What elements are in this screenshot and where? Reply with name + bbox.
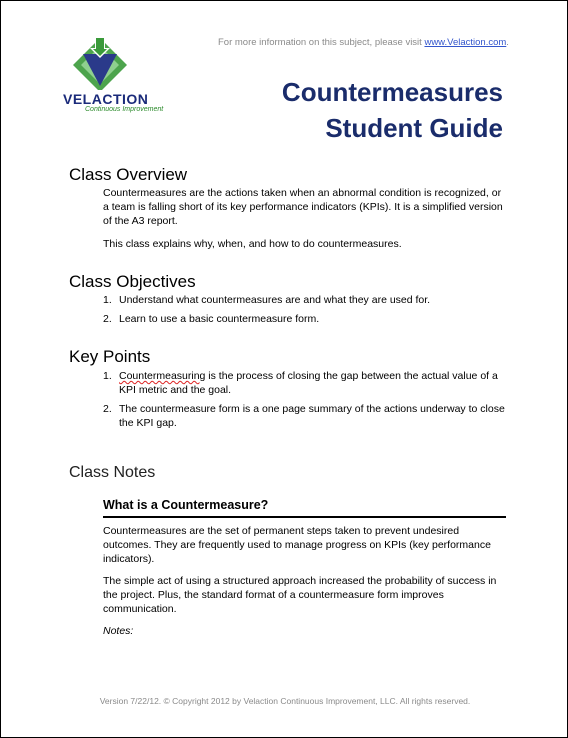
- list-number: 2.: [103, 313, 112, 325]
- logo-mark-icon: [69, 34, 131, 90]
- info-prefix: For more information on this subject, please visit: [218, 37, 425, 48]
- info-suffix: .: [506, 37, 509, 48]
- list-text: is the process of closing the gap between the actual value of a KPI metric and the goal.: [119, 370, 498, 396]
- velaction-logo: [63, 34, 173, 114]
- list-number: 1.: [103, 370, 112, 382]
- logo-tagline: Continuous Improvement: [85, 106, 164, 113]
- section-divider: [103, 516, 506, 518]
- key-points-list: [103, 369, 507, 430]
- key-points-heading: Key Points: [69, 347, 151, 366]
- overview-paragraph-1: Countermeasures are the actions taken when an abnormal condition is recognized, or a team is falling short of its key performance indicators (KPIs). It is a simplified version of the A3 report.: [103, 187, 503, 227]
- title-line-2: Student Guide: [325, 113, 503, 143]
- logo-wordmark: VELACTION: [63, 91, 149, 107]
- objectives-list: [103, 293, 507, 326]
- info-line: [218, 37, 509, 48]
- overview-paragraph-2: This class explains why, when, and how to do countermeasures.: [103, 238, 402, 250]
- website-link[interactable]: www.Velaction.com: [424, 37, 507, 48]
- list-item: [103, 369, 507, 397]
- list-item: [103, 293, 507, 307]
- list-text: Understand what countermeasures are and what they are used for.: [119, 294, 431, 306]
- objectives-heading: Class Objectives: [69, 272, 196, 291]
- list-text: Learn to use a basic countermeasure form.: [119, 313, 320, 325]
- list-text: The countermeasure form is a one page summary of the actions underway to close the KPI gap.: [119, 403, 505, 429]
- list-number: 2.: [103, 403, 112, 415]
- notes-paragraph-1: Countermeasures are the set of permanent steps taken to prevent undesired outcomes. They are frequently used to manage progress on KPIs (key performance indicators).: [103, 525, 491, 565]
- list-item: [103, 402, 507, 430]
- notes-paragraph-2: The simple act of using a structured approach increased the probability of success in the project. Plus, the standard format of a countermeasure form improves communication.: [103, 575, 497, 615]
- misspelled-word: Countermeasuring: [119, 370, 206, 382]
- page-title: [282, 74, 503, 146]
- notes-subheading: What is a Countermeasure?: [103, 498, 269, 512]
- overview-heading: Class Overview: [69, 165, 188, 184]
- list-item: [103, 312, 507, 326]
- copyright-footer: Version 7/22/12. © Copyright 2012 by Velaction Continuous Improvement, LLC. All rights reserved.: [99, 696, 471, 706]
- list-number: 1.: [103, 294, 112, 306]
- title-line-1: Countermeasures: [281, 77, 503, 107]
- class-notes-heading: Class Notes: [69, 464, 156, 481]
- notes-label: Notes:: [103, 625, 134, 637]
